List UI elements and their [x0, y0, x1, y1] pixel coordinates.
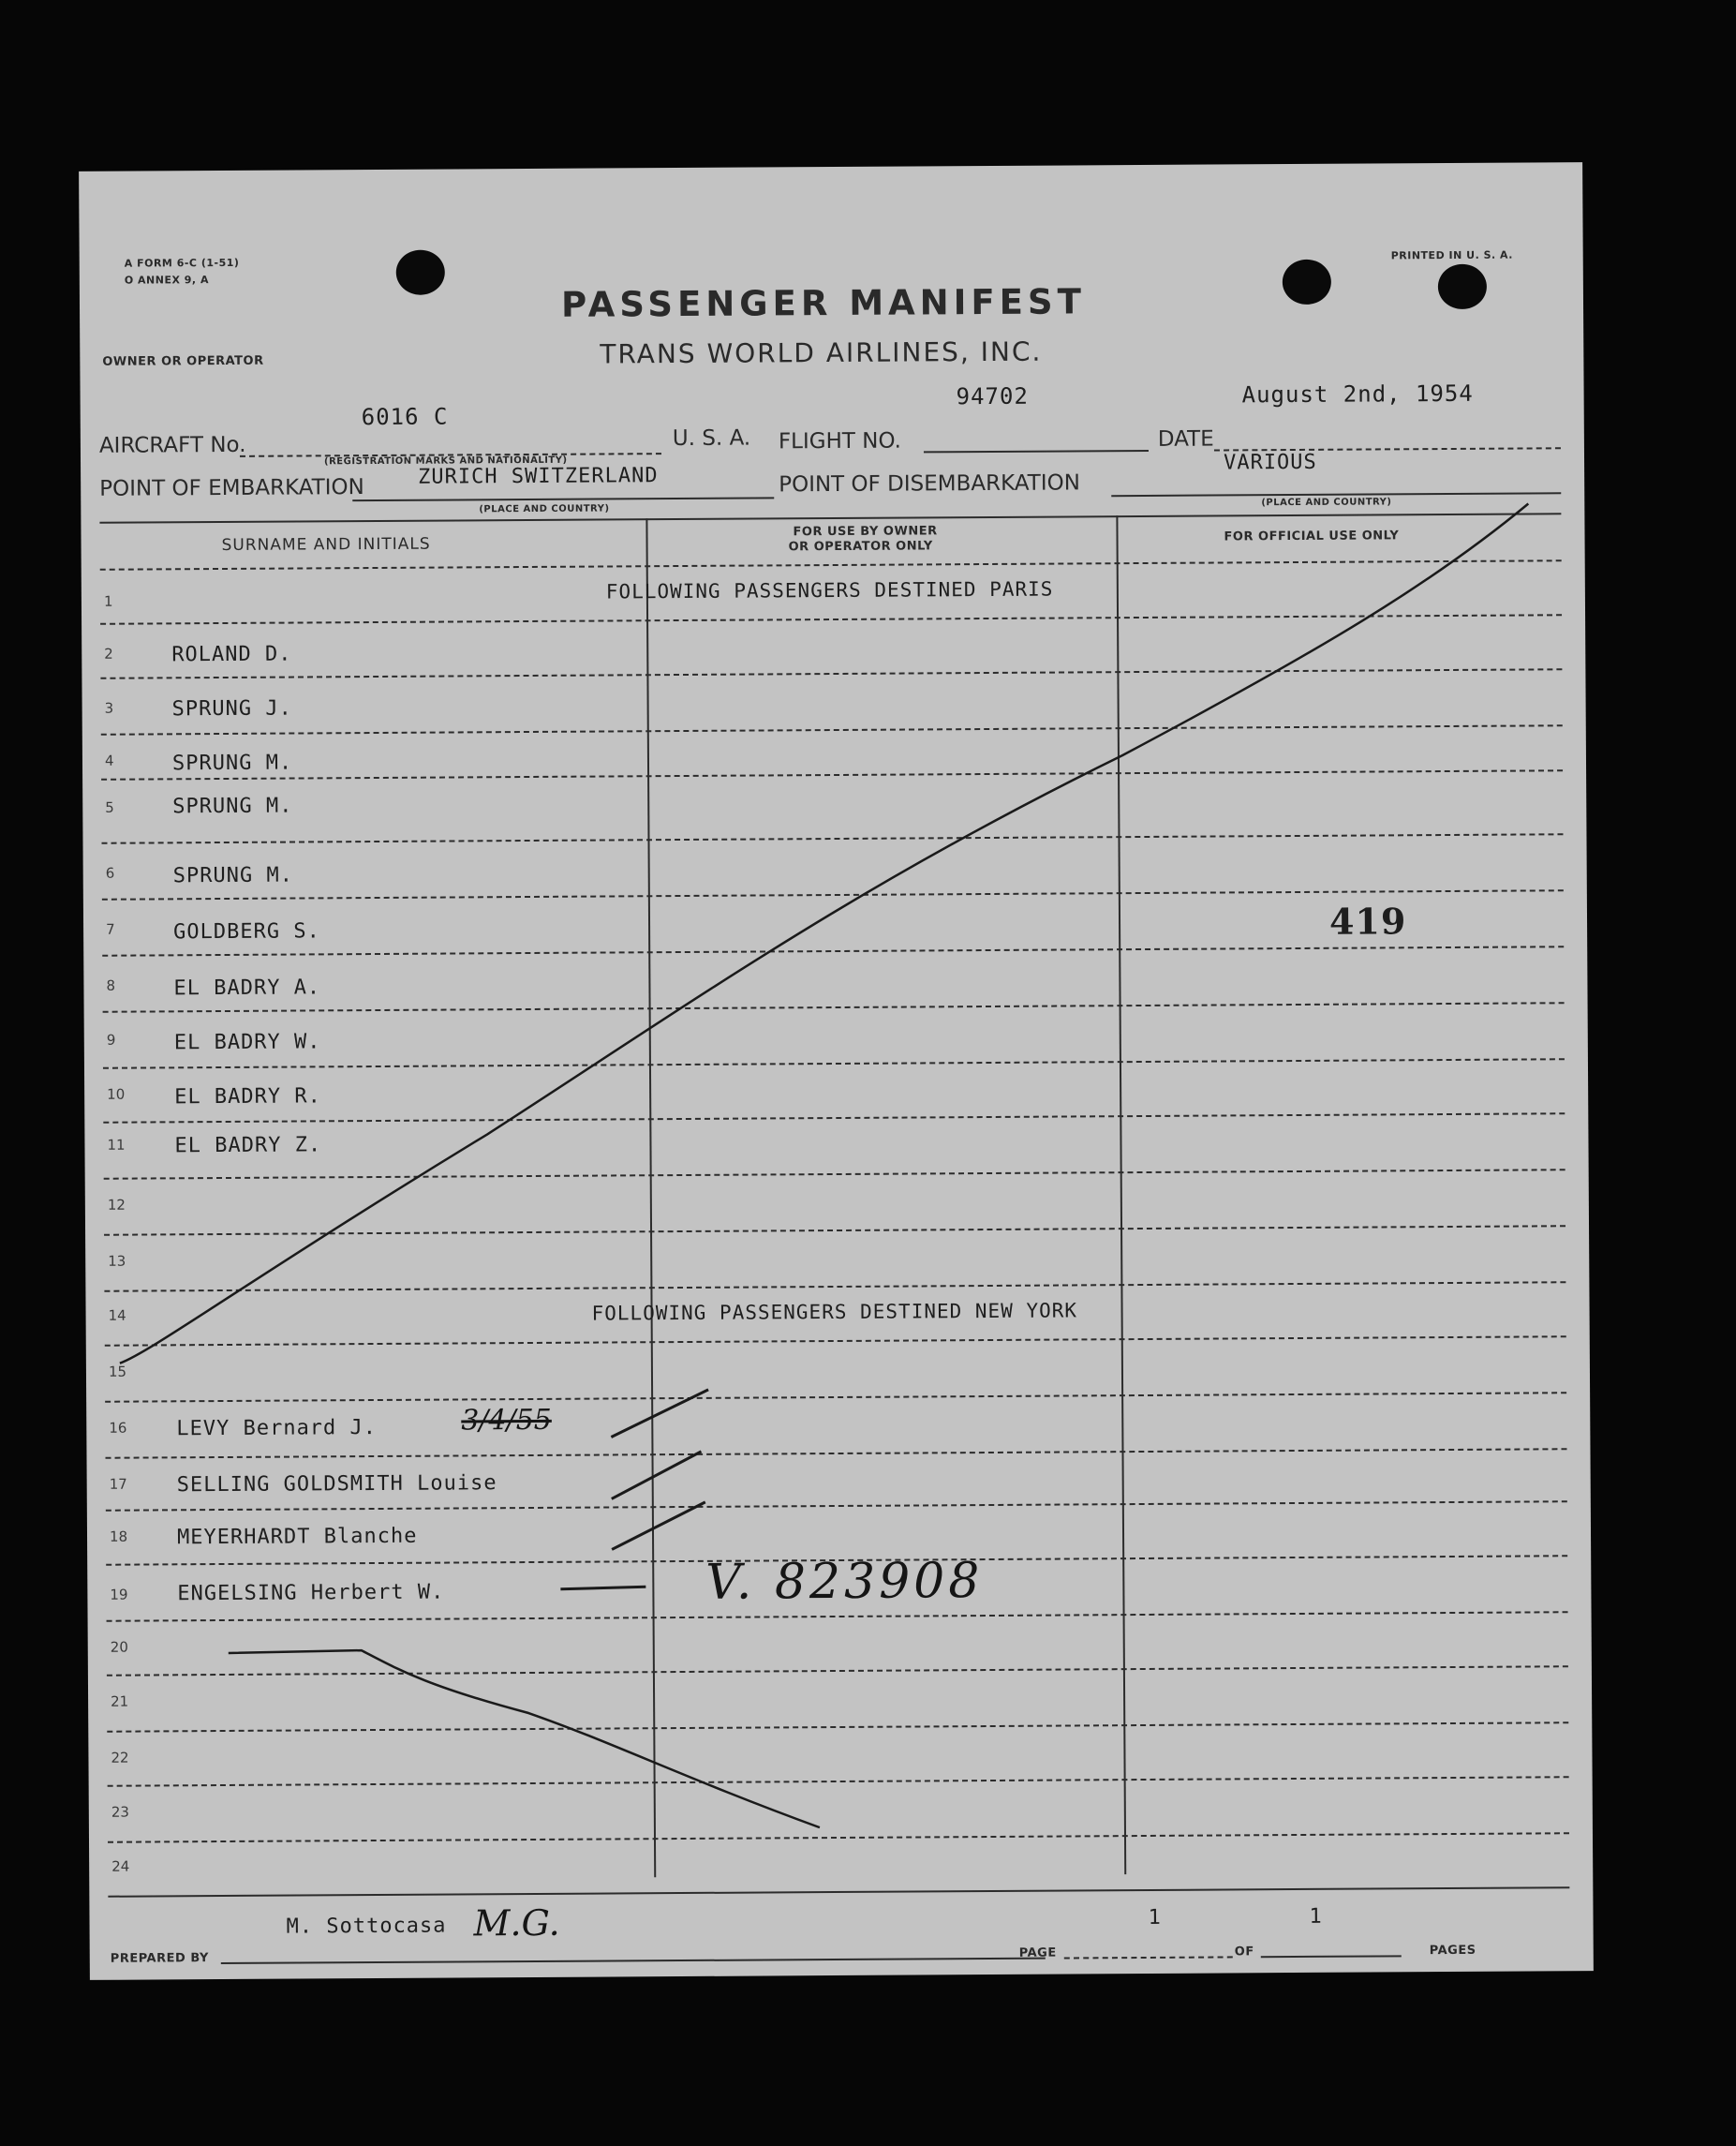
row-number: 12 [107, 1196, 126, 1214]
disembarkation-value: VARIOUS [1223, 450, 1317, 475]
aircraft-label: AIRCRAFT No. [98, 432, 246, 458]
section-heading-new-york: FOLLOWING PASSENGERS DESTINED NEW YORK [591, 1299, 1078, 1325]
owner-label: OWNER OR OPERATOR [102, 353, 264, 369]
row-number: 10 [107, 1085, 126, 1103]
embarkation-label: POINT OF EMBARKATION [99, 475, 364, 501]
passenger-name: SPRUNG M. [172, 863, 294, 888]
passenger-name: GOLDBERG S. [173, 919, 320, 945]
manifest-sheet [79, 162, 1594, 1980]
place-caption-2: (PLACE AND COUNTRY) [1261, 497, 1392, 509]
passenger-name: SPRUNG M. [171, 751, 293, 776]
printed-in: PRINTED IN U. S. A. [1390, 248, 1513, 262]
disembarkation-label: POINT OF DISEMBARKATION [779, 470, 1080, 498]
row-number: 24 [111, 1857, 130, 1875]
page-title: PASSENGER MANIFEST [560, 281, 1086, 325]
row-number: 16 [109, 1419, 127, 1437]
row-number: 15 [108, 1363, 127, 1380]
passenger-name: MEYERHARDT Blanche [176, 1524, 418, 1550]
row-number: 22 [111, 1749, 129, 1766]
company-name: TRANS WORLD AIRLINES, INC. [600, 335, 1043, 370]
handwritten-strokes [79, 162, 1594, 1980]
row-number: 3 [104, 699, 114, 717]
passenger-name: SPRUNG M. [172, 794, 293, 819]
passenger-name: SELLING GOLDSMITH Louise [176, 1471, 497, 1498]
passenger-name: EL BADRY Z. [174, 1133, 322, 1158]
row-number: 1 [103, 592, 113, 610]
row-number: 19 [110, 1586, 128, 1603]
levy-annotation: 3/4/55 [461, 1403, 552, 1438]
aircraft-value: 6016 C [361, 403, 449, 431]
nationality: U. S. A. [672, 425, 751, 452]
row-number: 6 [105, 864, 115, 882]
flight-value: 94702 [956, 382, 1029, 410]
row-number: 5 [105, 798, 114, 816]
row-number: 13 [108, 1252, 126, 1270]
of-label: OF [1234, 1945, 1254, 1960]
form-ref-line1: A FORM 6-C (1-51) [124, 256, 240, 270]
pages-label: PAGES [1429, 1943, 1476, 1959]
row-number: 7 [106, 920, 115, 938]
col-official: FOR OFFICIAL USE ONLY [1224, 529, 1400, 544]
form-ref-line2: O ANNEX 9, A [124, 274, 209, 287]
col-owner-use-1: FOR USE BY OWNER [793, 524, 938, 540]
passenger-name: EL BADRY A. [173, 976, 321, 1001]
passenger-name: ROLAND D. [171, 642, 292, 667]
page-value: 1 [1148, 1905, 1162, 1930]
date-value: August 2nd, 1954 [1241, 380, 1474, 409]
row-number: 17 [109, 1475, 127, 1493]
passenger-name: SPRUNG J. [171, 696, 292, 722]
place-caption-1: (PLACE AND COUNTRY) [479, 503, 610, 515]
row-number: 21 [111, 1692, 129, 1710]
visa-note: V. 823908 [705, 1553, 984, 1611]
col-surname: SURNAME AND INITIALS [221, 534, 431, 555]
row-number: 23 [111, 1803, 129, 1821]
row-number: 11 [107, 1136, 126, 1154]
page-label: PAGE [1018, 1945, 1057, 1960]
row-number: 14 [108, 1306, 126, 1324]
section-heading-paris: FOLLOWING PASSENGERS DESTINED PARIS [605, 577, 1054, 604]
row-number: 4 [104, 752, 114, 769]
passenger-name: EL BADRY W. [173, 1030, 321, 1055]
row-number: 2 [104, 645, 113, 663]
row-number: 20 [110, 1638, 128, 1656]
flight-label: FLIGHT NO. [778, 428, 901, 455]
embarkation-value: ZURICH SWITZERLAND [418, 464, 659, 489]
passenger-name: ENGELSING Herbert W. [177, 1580, 445, 1606]
prepared-by-value: M. Sottocasa [286, 1914, 447, 1939]
preparer-initials: M.G. [473, 1901, 560, 1945]
prepared-by-label: PREPARED BY [110, 1951, 209, 1966]
of-value: 1 [1309, 1904, 1323, 1929]
col-owner-use-2: OR OPERATOR ONLY [788, 539, 933, 555]
registration-caption: (REGISTRATION MARKS AND NATIONALITY) [323, 455, 568, 468]
row-number: 8 [106, 976, 116, 994]
official-stamp-number: 419 [1328, 900, 1407, 943]
date-label: DATE [1157, 426, 1214, 452]
passenger-name: EL BADRY R. [174, 1084, 321, 1110]
row-number: 9 [106, 1031, 116, 1049]
passenger-name: LEVY Bernard J. [176, 1416, 378, 1441]
row-number: 18 [109, 1528, 128, 1545]
